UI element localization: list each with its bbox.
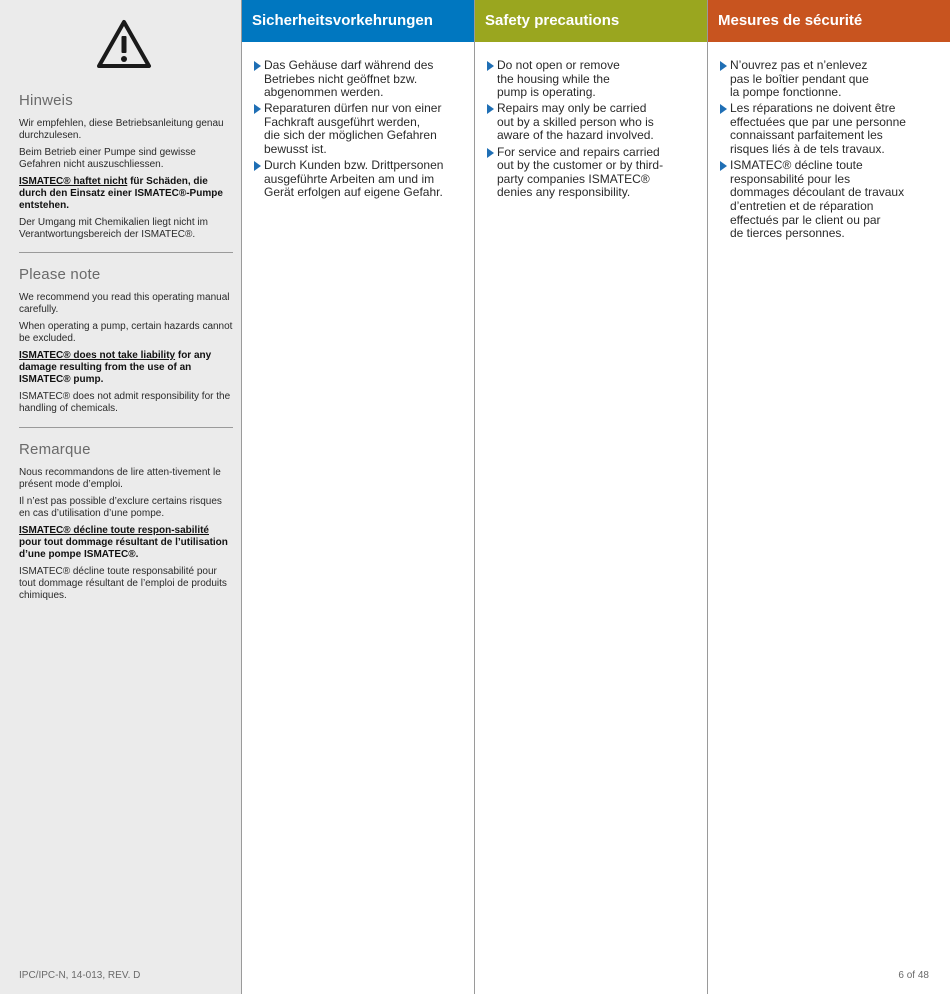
list-item [485,102,703,143]
column-english [485,59,703,202]
list-item [485,59,703,100]
list-item [252,102,470,156]
header-german: Sicherheitsvorkehrungen [242,0,474,42]
list-item-text: Das Gehäuse darf während des Betriebes nicht geöffnet bzw. abgenommen werden. [264,58,434,100]
notice-english-p2: When operating a pump, certain hazards cannot be excluded. [19,321,233,344]
column-divider [474,0,475,994]
bullet-triangle-icon [720,104,727,114]
notice-french-liability-rest: pour tout dommage résultant de l’utilisation d’une pompe ISMATEC®. [19,537,228,560]
list-item [718,159,944,241]
column-divider [241,0,242,994]
french-precautions-list [718,59,944,241]
bullet-triangle-icon [720,61,727,71]
notice-english-liability-underlined: ISMATEC® does not take liability [19,350,176,361]
notice-german-p2: Beim Betrieb einer Pumpe sind gewisse Gefahren nicht auszuschliessen. [19,147,196,170]
notice-english-title: Please note [19,266,101,283]
list-item-text: Les réparations ne doivent être effectuées que par une personne connaissant parfaitement les risques liés à de tels travaux. [730,101,906,157]
bullet-triangle-icon [720,161,727,171]
document-id: IPC/IPC-N, 14-013, REV. D [19,970,141,981]
notice-german-p4: Der Umgang mit Chemikalien liegt nicht im Verantwortungsbereich der ISMATEC®. [19,217,208,240]
list-item-text: N’ouvrez pas et n’enlevez pas le boîtier pendant que la pompe fonctionne. [730,58,869,100]
bullet-triangle-icon [254,104,261,114]
list-item-text: Durch Kunden bzw. Drittpersonen ausgeführte Arbeiten am und im Gerät erfolgen auf eigene Gefahr. [264,158,444,200]
page-number: 6 of 48 [898,970,929,981]
header-french: Mesures de sécurité [708,0,950,42]
notice-english-liability [19,350,233,386]
column-divider [707,0,708,994]
notice-english-p4: ISMATEC® does not admit responsibility for the handling of chemicals. [19,391,231,414]
notice-english-liability-rest: for any damage resulting from the use of an ISMATEC® pump. [19,350,212,385]
bullet-triangle-icon [254,61,261,71]
notice-german-title: Hinweis [19,92,73,109]
divider [19,427,233,428]
notice-french-p1: Nous recommandons de lire atten-tivement le présent mode d’emploi. [19,467,221,490]
notice-french-p4: ISMATEC® décline toute responsabilité pour tout dommage résultant de l’emploi de produits chimiques. [19,566,227,601]
notice-german-liability-underlined: ISMATEC® haftet nicht [19,176,128,187]
divider [19,252,233,253]
notice-german-liability [19,176,233,212]
list-item [485,146,703,200]
notice-german [19,92,233,246]
notice-german-p1: Wir empfehlen, diese Betriebsanleitung genau durchzulesen. [19,118,224,141]
list-item [718,59,944,100]
notice-english [19,266,233,420]
notice-french-liability-underlined: ISMATEC® décline toute respon-sabilité [19,525,209,536]
list-item-text: Do not open or remove the housing while the pump is operating. [497,58,620,100]
notice-french-p2: Il n’est pas possible d’exclure certains risques en cas d’utilisation d’une pompe. [19,496,222,519]
english-precautions-list [485,59,703,200]
german-precautions-list [252,59,470,200]
list-item-text: Reparaturen dürfen nur von einer Fachkraft ausgeführt werden, die sich der möglichen Gefahren bewusst ist. [264,101,442,157]
notice-english-p1: We recommend you read this operating manual carefully. [19,292,230,315]
list-item-text: For service and repairs carried out by the customer or by third- party companies ISMATEC® denies any responsibility. [497,144,664,200]
bullet-triangle-icon [254,161,261,171]
list-item [252,59,470,100]
warning-triangle-icon [96,19,152,69]
column-french [718,59,944,243]
notice-french-liability [19,525,233,561]
bullet-triangle-icon [487,148,494,158]
bullet-triangle-icon [487,61,494,71]
list-item-text: ISMATEC® décline toute responsabilité pour les dommages découlant de travaux d’entretien et de réparation effectués par le client ou par de tierces personnes. [730,158,905,241]
list-item [718,102,944,156]
bullet-triangle-icon [487,104,494,114]
header-english: Safety precautions [475,0,707,42]
notice-french-title: Remarque [19,441,91,458]
list-item [252,159,470,200]
list-item-text: Repairs may only be carried out by a skilled person who is aware of the hazard involved. [497,101,654,143]
notice-french [19,441,233,607]
notice-german-liability-rest: für Schäden, die durch den Einsatz einer ISMATEC®-Pumpe entstehen. [19,176,223,211]
column-german [252,59,470,202]
sidebar-notes [0,0,241,994]
